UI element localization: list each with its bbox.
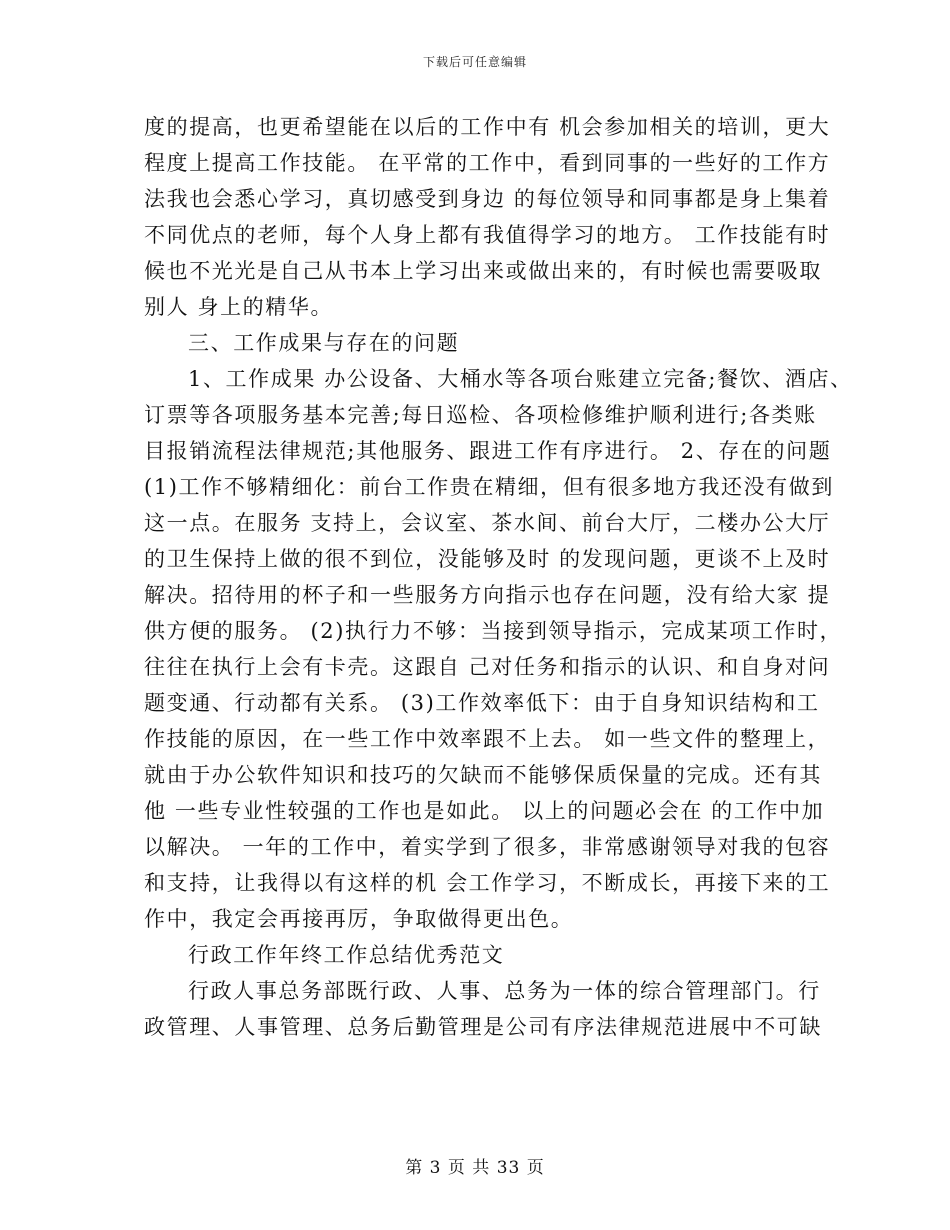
text-line: 题变通、行动都有关系。 (3)工作效率低下：由于自身知识结构和工 bbox=[144, 691, 820, 715]
text-line: 作中，我定会再接再厉，争取做得更出色。 bbox=[144, 907, 574, 931]
text-line: 解决。招待用的杯子和一些服务方向指示也存在问题，没有给大家 提 bbox=[144, 583, 831, 607]
text-line: 候也不光光是自己从书本上学习出来或做出来的，有时候也需要吸取 bbox=[144, 259, 822, 283]
text-line: 度的提高，也更希望能在以后的工作中有 机会参加相关的培训，更大 bbox=[144, 115, 831, 139]
text-line: 不同优点的老师，每个人身上都有我值得学习的地方。 工作技能有时 bbox=[144, 223, 831, 247]
text-line: 1、工作成果 办公设备、大桶水等各项台账建立完备;餐饮、酒店、 bbox=[188, 367, 853, 391]
text-line: 的卫生保持上做的很不到位，没能够及时 的发现问题，更谈不上及时 bbox=[144, 547, 831, 571]
text-line: 行政人事总务部既行政、人事、总务为一体的综合管理部门。行 bbox=[188, 979, 821, 1003]
text-line: 目报销流程法律规范;其他服务、跟进工作有序进行。 2、存在的问题 bbox=[144, 439, 832, 463]
text-line: 法我也会悉心学习，真切感受到身边 的每位领导和同事都是身上集着 bbox=[144, 187, 831, 211]
article-title: 行政工作年终工作总结优秀范文 bbox=[188, 943, 505, 967]
text-line: 以解决。 一年的工作中，着实学到了很多，非常感谢领导对我的包容 bbox=[144, 835, 831, 859]
text-line: 政管理、人事管理、总务后勤管理是公司有序法律规范进展中不可缺 bbox=[144, 1015, 822, 1039]
document-body bbox=[144, 109, 853, 1045]
page-number: 第 3 页 共 33 页 bbox=[405, 1158, 545, 1178]
text-line: 就由于办公软件知识和技巧的欠缺而不能够保质保量的完成。还有其 bbox=[144, 763, 822, 787]
text-line: 他 一些专业性较强的工作也是如此。 以上的问题必会在 的工作中加 bbox=[144, 799, 825, 823]
section-heading: 三、工作成果与存在的问题 bbox=[188, 331, 460, 355]
text-line: 别人 身上的精华。 bbox=[144, 295, 334, 319]
text-line: 供方便的服务。 (2)执行力不够：当接到领导指示，完成某项工作时， bbox=[144, 619, 843, 643]
text-line: 作技能的原因，在一些工作中效率跟不上去。 如一些文件的整理上， bbox=[144, 727, 831, 751]
page-header: 下载后可任意编辑 bbox=[422, 55, 527, 69]
text-line: 往往在执行上会有卡壳。这跟自 己对任务和指示的认识、和自身对问 bbox=[144, 655, 831, 679]
text-line: 这一点。在服务 支持上，会议室、茶水间、前台大厅，二楼办公大厅 bbox=[144, 511, 831, 535]
text-line: 和支持，让我得以有这样的机 会工作学习，不断成长，再接下来的工 bbox=[144, 871, 831, 895]
text-line: 程度上提高工作技能。 在平常的工作中，看到同事的一些好的工作方 bbox=[144, 151, 831, 175]
text-line: 订票等各项服务基本完善;每日巡检、各项检修维护顺利进行;各类账 bbox=[144, 403, 817, 427]
text-line: (1)工作不够精细化：前台工作贵在精细，但有很多地方我还没有做到 bbox=[144, 475, 834, 499]
